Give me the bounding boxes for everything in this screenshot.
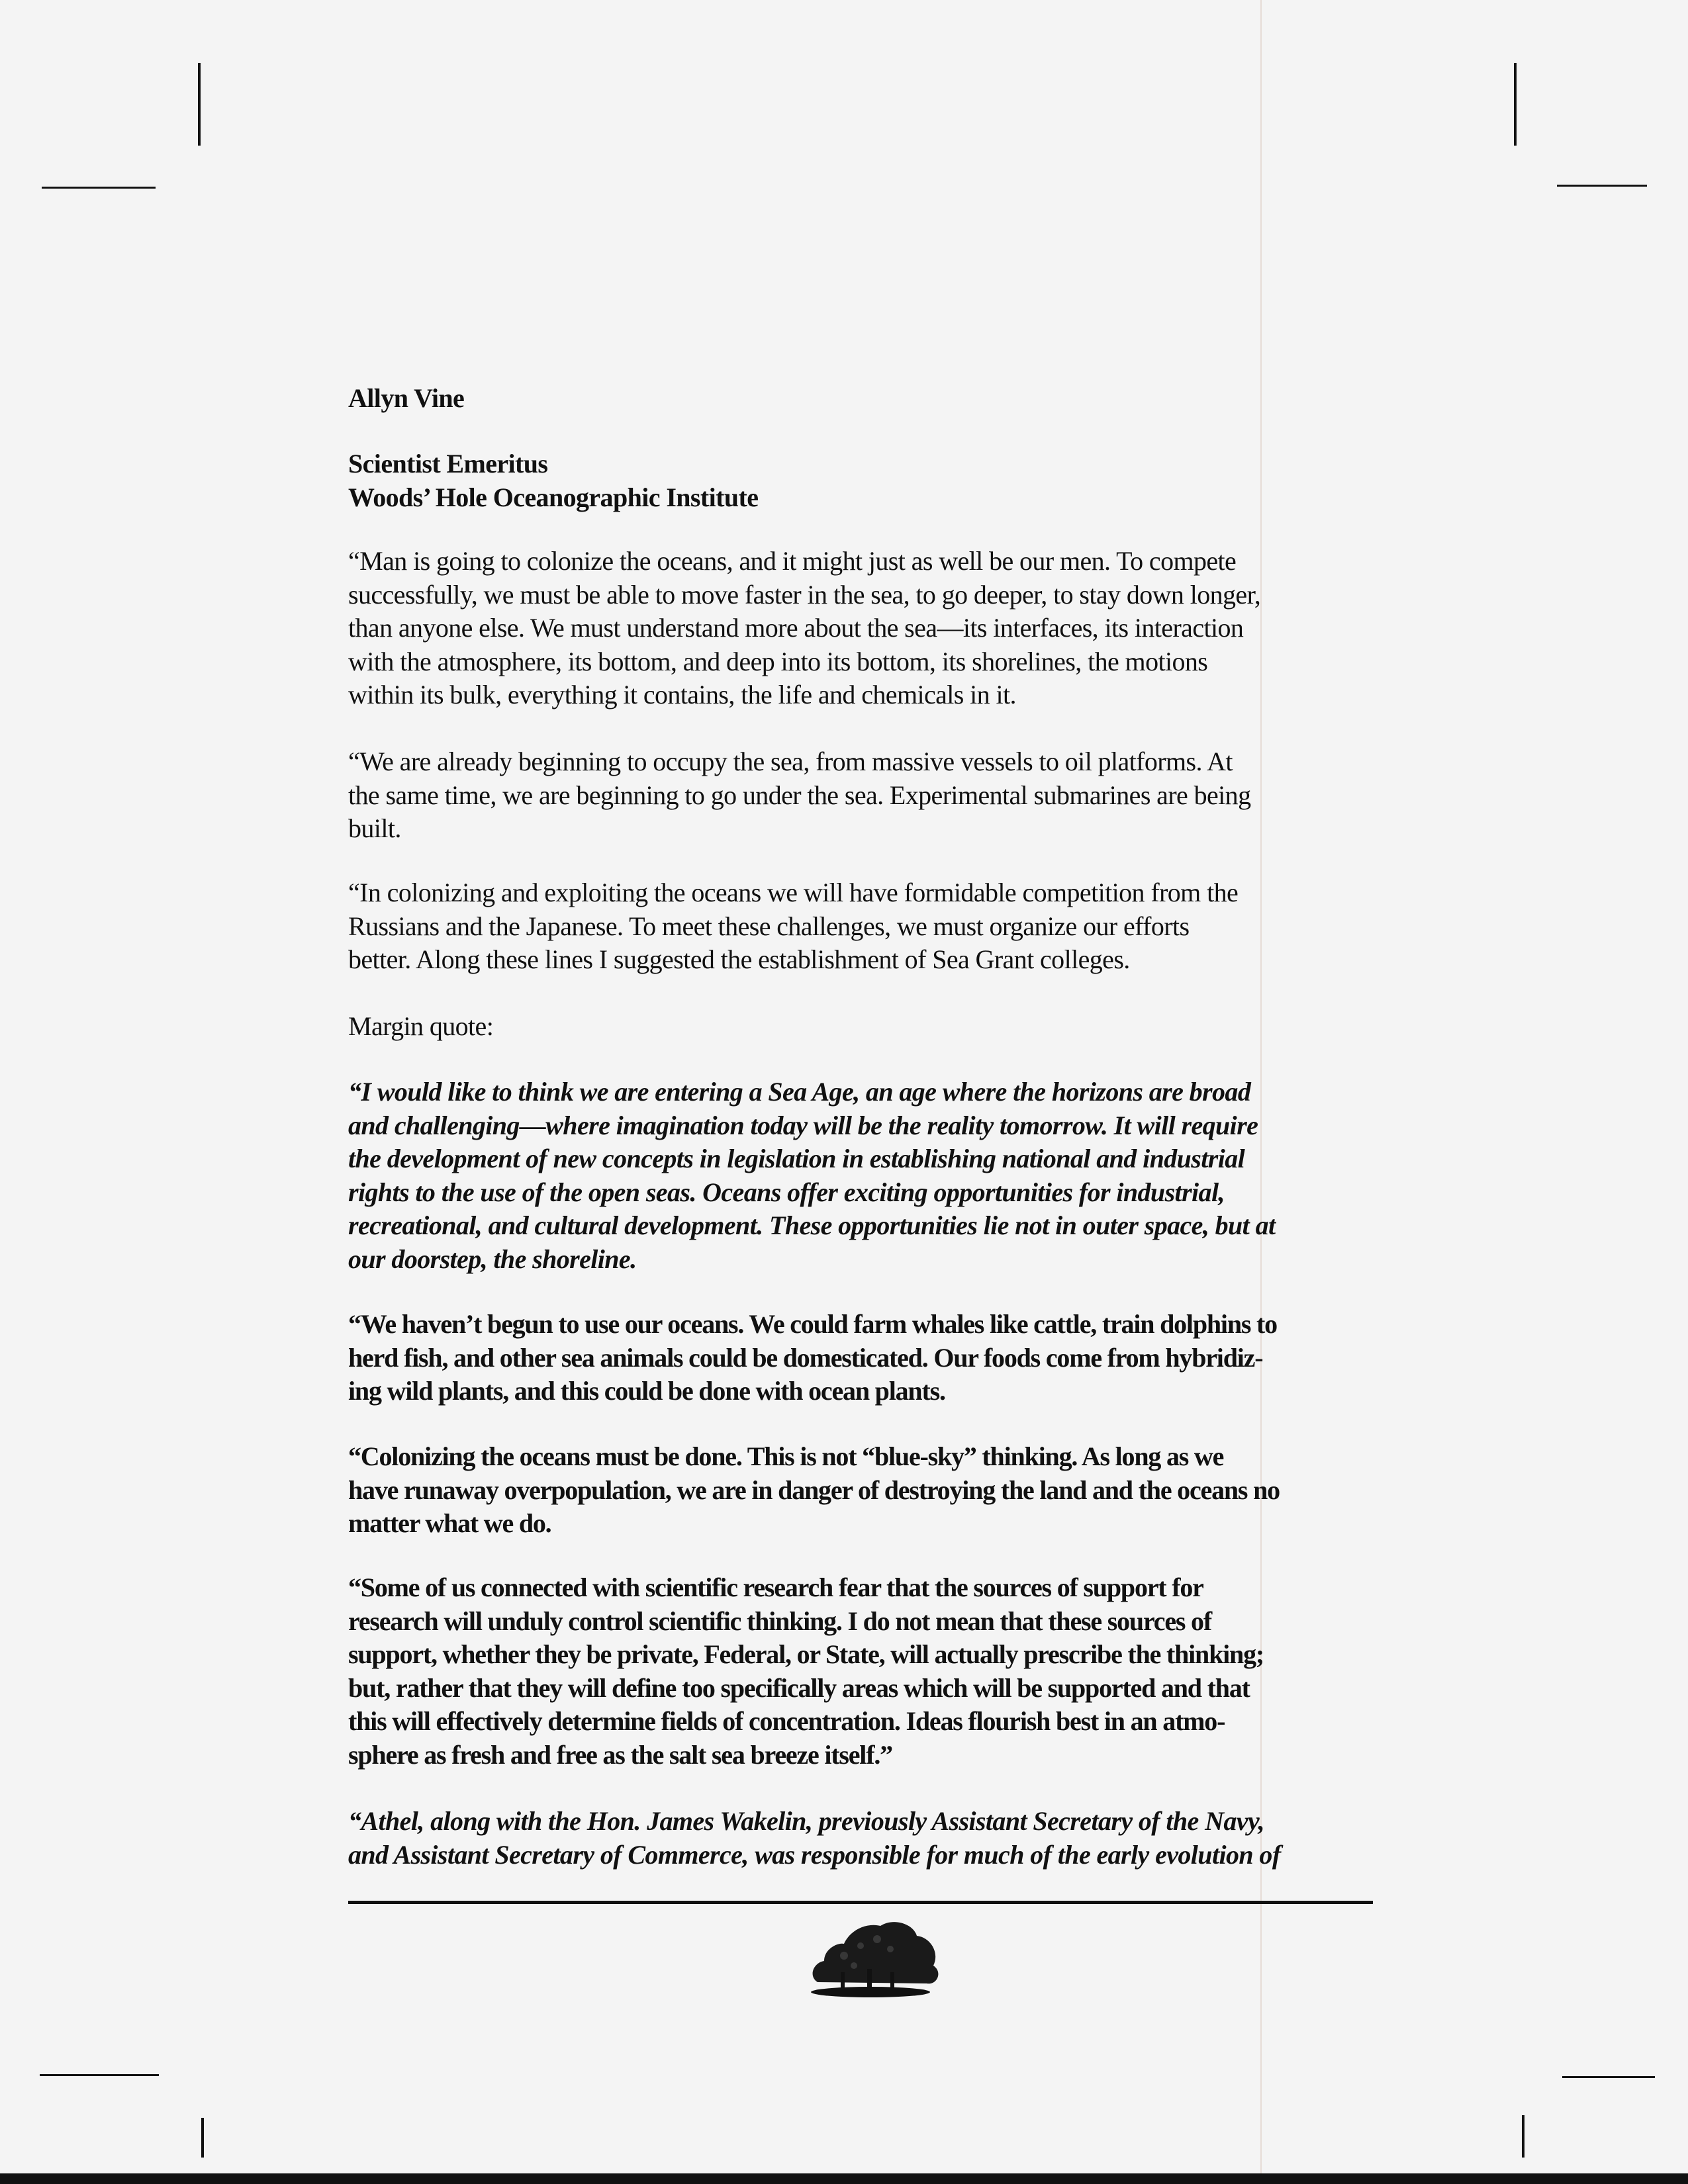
text-line: “In colonizing and exploiting the oceans we will have formidable competition from the	[348, 878, 1239, 907]
author-affiliation	[348, 447, 1381, 514]
text-line: and Assistant Secretary of Commerce, was responsible for much of the early evolution of	[348, 1839, 1281, 1870]
text-line: the development of new concepts in legislation in establishing national and industrial	[348, 1144, 1245, 1173]
crop-mark-top-left-horizontal	[42, 187, 156, 189]
oak-tree-logo-icon	[804, 1909, 947, 1999]
text-line: “Athel, along with the Hon. James Wakelin, previously Assistant Secretary of the Navy,	[348, 1806, 1265, 1836]
text-line: research will unduly control scientific thinking. I do not mean that these sources of	[348, 1606, 1211, 1636]
paragraph-must-be-done	[348, 1440, 1381, 1541]
text-line: our doorstep, the shoreline.	[348, 1244, 637, 1274]
text-line: Russians and the Japanese. To meet these challenges, we must organize our efforts	[348, 911, 1190, 941]
text-line: “Some of us connected with scientific research fear that the sources of support for	[348, 1572, 1203, 1602]
paragraph-occupy-sea	[348, 745, 1381, 846]
paragraph-competition	[348, 876, 1381, 977]
text-line: than anyone else. We must understand more about the sea—its interfaces, its interaction	[348, 613, 1244, 643]
text-line: Margin quote:	[348, 1011, 494, 1041]
margin-quote-label	[348, 1010, 1381, 1044]
crop-mark-bottom-left-vertical	[201, 2118, 204, 2158]
text-line: “Colonizing the oceans must be done. This is not “blue-sky” thinking. As long as we	[348, 1441, 1224, 1471]
text-line: this will effectively determine fields of concentration. Ideas flourish best in an atmo-	[348, 1706, 1225, 1736]
text-line: built.	[348, 813, 401, 843]
text-line: support, whether they be private, Federal, or State, will actually prescribe the thinking;	[348, 1639, 1264, 1669]
crop-mark-top-right-horizontal	[1557, 185, 1647, 187]
text-line: rights to the use of the open seas. Oceans offer exciting opportunities for industrial,	[348, 1177, 1225, 1207]
author-title: Scientist Emeritus	[348, 449, 548, 478]
crop-mark-bottom-right-vertical	[1522, 2115, 1524, 2158]
text-line: “We haven’t begun to use our oceans. We could farm whales like cattle, train dolphins to	[348, 1309, 1277, 1339]
paragraph-research-support	[348, 1571, 1381, 1772]
text-line: the same time, we are beginning to go under the sea. Experimental submarines are being	[348, 780, 1251, 810]
paragraph-athel	[348, 1805, 1381, 1872]
text-line: herd fish, and other sea animals could be domesticated. Our foods come from hybridiz-	[348, 1342, 1263, 1373]
text-line: recreational, and cultural development. These opportunities lie not in outer space, but at	[348, 1210, 1276, 1240]
text-line: have runaway overpopulation, we are in danger of destroying the land and the oceans no	[348, 1475, 1280, 1505]
text-line: successfully, we must be able to move faster in the sea, to go deeper, to stay down longer,	[348, 579, 1261, 610]
author-institution: Woods’ Hole Oceanographic Institute	[348, 482, 759, 512]
text-line: “Man is going to colonize the oceans, and it might just as well be our men. To compete	[348, 546, 1237, 576]
text-line: sphere as fresh and free as the salt sea breeze itself.”	[348, 1739, 892, 1770]
text-line: ing wild plants, and this could be done with ocean plants.	[348, 1376, 945, 1406]
scan-bottom-edge	[0, 2173, 1688, 2184]
text-line: matter what we do.	[348, 1508, 551, 1538]
text-line: and challenging—where imagination today will be the reality tomorrow. It will require	[348, 1110, 1258, 1140]
crop-mark-bottom-right-horizontal	[1562, 2076, 1655, 2078]
text-line: within its bulk, everything it contains, the life and chemicals in it.	[348, 680, 1016, 709]
text-line: with the atmosphere, its bottom, and deep into its bottom, its shorelines, the motions	[348, 646, 1208, 676]
author-name	[348, 382, 1381, 416]
crop-mark-bottom-left-horizontal	[40, 2074, 159, 2076]
text-line: but, rather that they will define too specifically areas which will be supported and that	[348, 1672, 1250, 1703]
paragraph-colonize	[348, 545, 1381, 712]
paragraph-use-oceans	[348, 1308, 1381, 1408]
footer-rule	[348, 1901, 1373, 1904]
text-line: “I would like to think we are entering a Sea Age, an age where the horizons are broad	[348, 1077, 1251, 1107]
author-name-text: Allyn Vine	[348, 383, 465, 413]
crop-mark-top-right-vertical	[1514, 63, 1517, 146]
crop-mark-top-left-vertical	[198, 63, 201, 146]
text-line: better. Along these lines I suggested the establishment of Sea Grant colleges.	[348, 944, 1130, 974]
margin-quote	[348, 1075, 1381, 1276]
text-line: “We are already beginning to occupy the sea, from massive vessels to oil platforms. At	[348, 747, 1233, 776]
